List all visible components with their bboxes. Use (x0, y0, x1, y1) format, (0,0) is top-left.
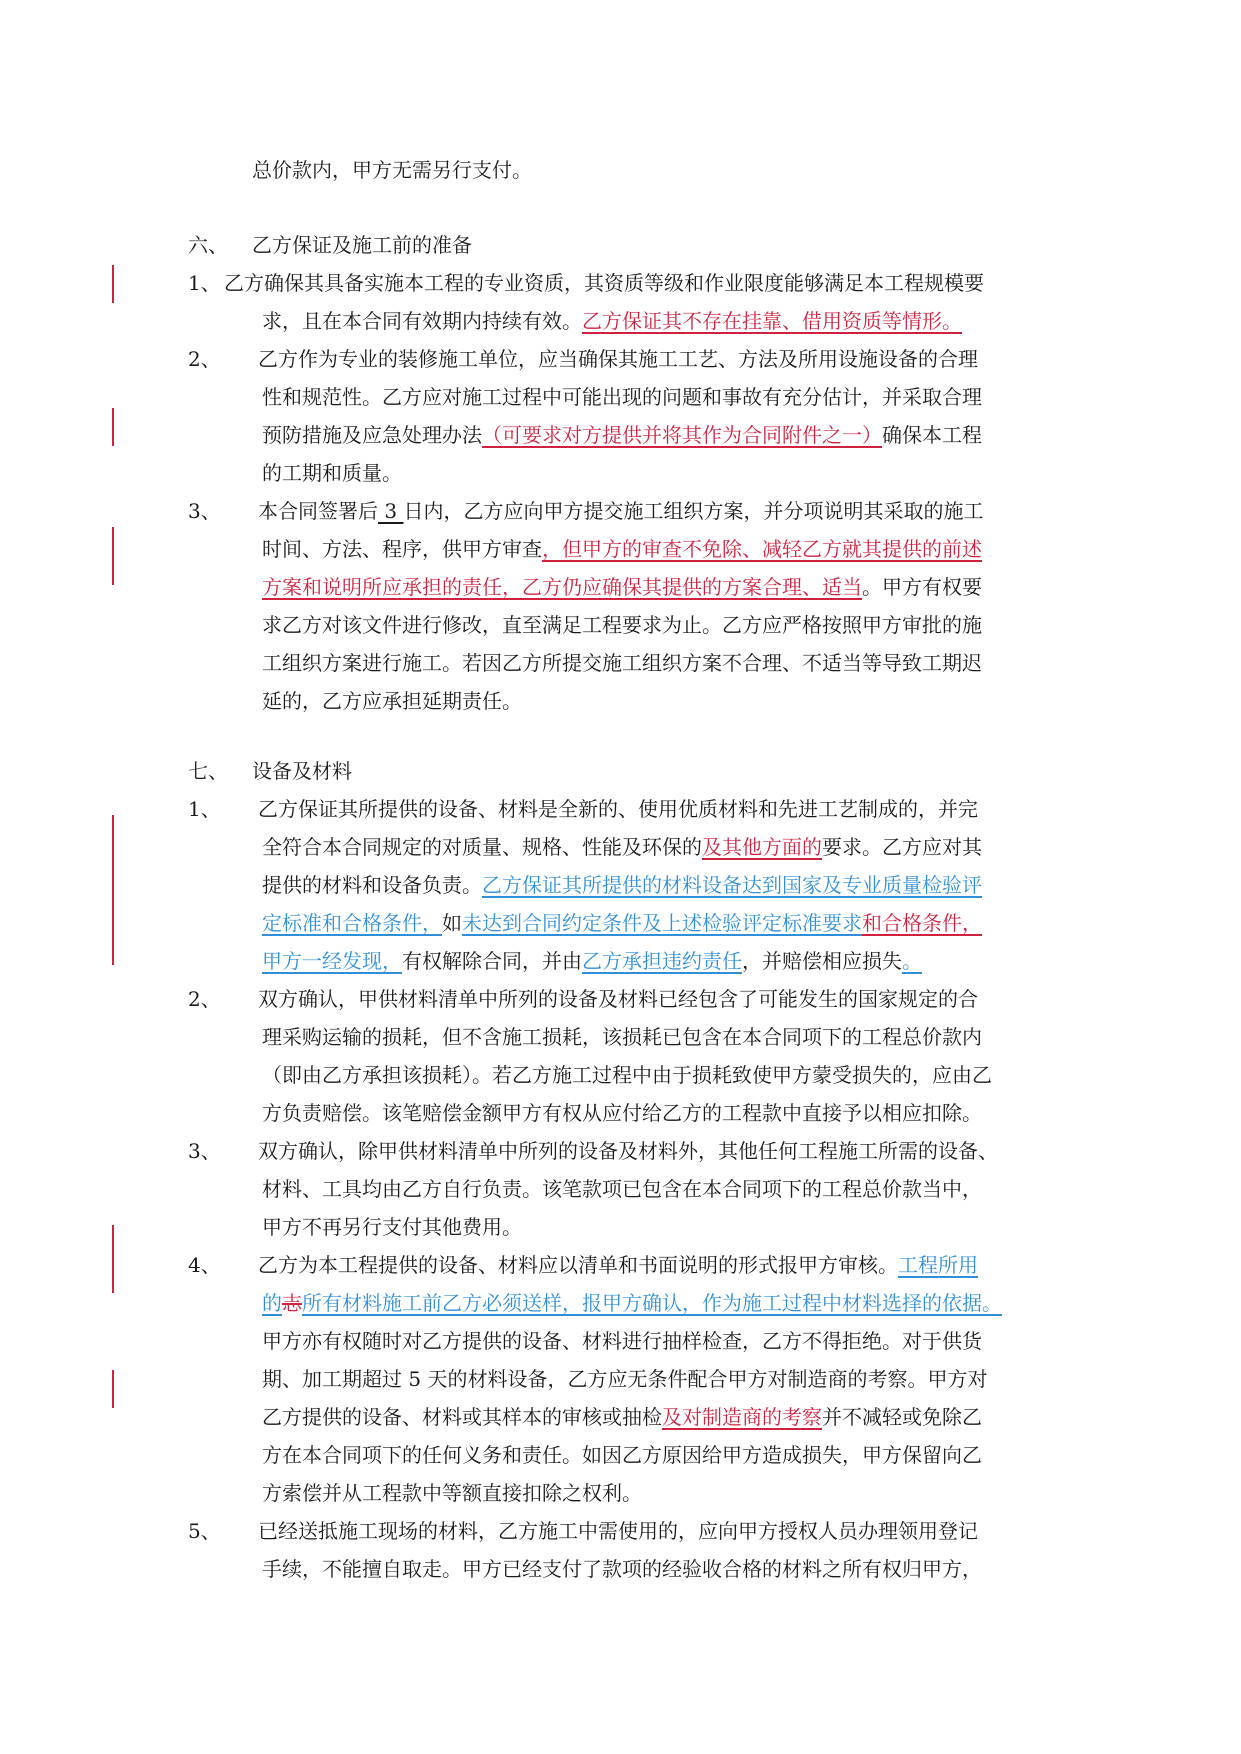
item-number: 2、 (188, 987, 221, 1011)
paragraph-line: 方负责赔偿。该笔赔偿金额甲方有权从应付给乙方的工程款中直接予以相应扣除。 (262, 1101, 982, 1125)
change-bar (112, 1370, 114, 1408)
section-number: 六、 (188, 233, 228, 257)
paragraph-line: 材料、工具均由乙方自行负责。该笔款项已包含在本合同项下的工程总价款当中， (262, 1177, 982, 1201)
inserted-revision: 乙方保证其所提供的材料设备达到国家及专业质量检验评 (482, 873, 982, 897)
inserted-revision: 乙方承担违约责任 (582, 949, 742, 973)
paragraph-line (262, 1402, 982, 1432)
change-bar (112, 265, 114, 303)
paragraph-line: 已经送抵施工现场的材料，乙方施工中需使用的，应向甲方授权人员办理领用登记 (258, 1519, 978, 1543)
paragraph-line: 方在本合同项下的任何义务和责任。如因乙方原因给甲方造成损失，甲方保留向乙 (262, 1443, 982, 1467)
item-number: 4、 (188, 1253, 221, 1277)
paragraph-line: 乙方确保其具备实施本工程的专业资质，其资质等级和作业限度能够满足本工程规模要 (224, 271, 984, 295)
inserted-revision: 的 (262, 1291, 282, 1315)
paragraph-line: 理采购运输的损耗，但不含施工损耗，该损耗已包含在本合同项下的工程总价款内 (262, 1025, 982, 1049)
item-number: 3、 (188, 499, 221, 523)
text-run: 日内，乙方应向甲方提交施工组织方案，并分项说明其采取的施工 (403, 499, 984, 523)
text-run: 预防措施及应急处理办法 (262, 423, 482, 447)
inserted-revision: 。 (902, 949, 922, 973)
paragraph-line: 甲方亦有权随时对乙方提供的设备、材料进行抽样检查，乙方不得拒绝。对于供货 (262, 1329, 982, 1353)
paragraph-line (262, 908, 982, 938)
paragraph-line: 的工期和质量。 (262, 461, 402, 485)
paragraph-line: 双方确认，除甲供材料清单中所列的设备及材料外，其他任何工程施工所需的设备、 (258, 1139, 998, 1163)
filled-blank: 3 (378, 499, 404, 523)
paragraph-line: 手续，不能擅自取走。甲方已经支付了款项的经验收合格的材料之所有权归甲方， (262, 1557, 982, 1581)
paragraph-line: 工组织方案进行施工。若因乙方所提交施工组织方案不合理、不适当等导致工期迟 (262, 651, 982, 675)
item-number: 2、 (188, 347, 221, 371)
inserted-revision: ，但甲方的审查不免除、减轻乙方就其提供的前述 (542, 537, 982, 561)
paragraph-line (258, 496, 983, 526)
section-title: 设备及材料 (252, 759, 352, 783)
paragraph-line: 求乙方对该文件进行修改，直至满足工程要求为止。乙方应严格按照甲方审批的施 (262, 613, 982, 637)
item-number: 3、 (188, 1139, 221, 1163)
text-run: 。甲方有权要 (862, 575, 982, 599)
text-run: 乙方提供的设备、材料或其样本的审核或抽检 (262, 1405, 662, 1429)
inserted-revision: 定标准和合格条件， (262, 911, 442, 935)
text-run: 确保本工程 (882, 423, 982, 447)
text-run: 要求。乙方应对其 (822, 835, 982, 859)
text-run: 求，且在本合同有效期内持续有效。 (262, 309, 582, 333)
paragraph-line: 乙方保证其所提供的设备、材料是全新的、使用优质材料和先进工艺制成的，并完 (258, 797, 978, 821)
change-bar (112, 527, 114, 585)
text-run: 全符合本合同规定的对质量、规格、性能及环保的 (262, 835, 702, 859)
inserted-revision: 及其他方面的 (702, 835, 822, 859)
inserted-revision: （可要求对方提供并将其作为合同附件之一） (482, 423, 882, 447)
paragraph-line: 期、加工期超过 5 天的材料设备，乙方应无条件配合甲方对制造商的考察。甲方对 (262, 1367, 988, 1391)
item-number: 1、 (188, 797, 221, 821)
paragraph-line: （即由乙方承担该损耗）。若乙方施工过程中由于损耗致使甲方蒙受损失的，应由乙 (262, 1063, 992, 1087)
paragraph-line: 方索偿并从工程款中等额直接扣除之权利。 (262, 1481, 642, 1505)
section-title: 乙方保证及施工前的准备 (252, 233, 472, 257)
inserted-revision: 及对制造商的考察 (662, 1405, 822, 1429)
inserted-revision: 方案和说明所应承担的责任，乙方仍应确保其提供的方案合理、适当 (262, 575, 862, 599)
paragraph-line (262, 1288, 1002, 1318)
inserted-revision: 所有材料施工前乙方必须送样，报甲方确认，作为施工过程中材料选择的依据。 (302, 1291, 1002, 1315)
change-bar (112, 815, 114, 965)
text-run: 提供的材料和设备负责。 (262, 873, 482, 897)
text-run: 时间、方法、程序，供甲方审查 (262, 537, 542, 561)
paragraph-line (262, 870, 982, 900)
text-run: 并不减轻或免除乙 (822, 1405, 982, 1429)
inserted-revision: 甲方一经发现， (262, 949, 402, 973)
change-bar (112, 1225, 114, 1293)
paragraph-line (262, 420, 982, 450)
paragraph-line (262, 946, 922, 976)
paragraph-line: 乙方作为专业的装修施工单位，应当确保其施工工艺、方法及所用设施设备的合理 (258, 347, 978, 371)
text-run: 如 (442, 911, 462, 935)
inserted-revision: 未达到合同约定条件及上述检验评定标准要求 (462, 911, 862, 935)
paragraph-line (262, 534, 982, 564)
inserted-revision: 工程所用 (898, 1253, 978, 1277)
paragraph-line (262, 832, 982, 862)
inserted-revision: 和合格条件， (862, 911, 982, 935)
text-run: 有权解除合同，并由 (402, 949, 582, 973)
change-bar (112, 408, 114, 446)
section-number: 七、 (188, 759, 228, 783)
item-number: 5、 (188, 1519, 221, 1543)
item-number: 1、 (188, 271, 221, 295)
paragraph-line: 双方确认，甲供材料清单中所列的设备及材料已经包含了可能发生的国家规定的合 (258, 987, 978, 1011)
paragraph-line (262, 572, 982, 602)
paragraph-line: 延的，乙方应承担延期责任。 (262, 689, 522, 713)
deleted-revision: 志 (282, 1291, 302, 1315)
continuation-line: 总价款内，甲方无需另行支付。 (252, 158, 532, 182)
paragraph-line: 性和规范性。乙方应对施工过程中可能出现的问题和事故有充分估计，并采取合理 (262, 385, 982, 409)
text-run: ，并赔偿相应损失 (742, 949, 902, 973)
text-run: 本合同签署后 (258, 499, 378, 523)
paragraph-line (262, 306, 962, 336)
paragraph-line: 甲方不再另行支付其他费用。 (262, 1215, 522, 1239)
paragraph-line (258, 1250, 978, 1280)
text-run: 乙方为本工程提供的设备、材料应以清单和书面说明的形式报甲方审核。 (258, 1253, 898, 1277)
inserted-revision: 乙方保证其不存在挂靠、借用资质等情形。 (582, 309, 962, 333)
